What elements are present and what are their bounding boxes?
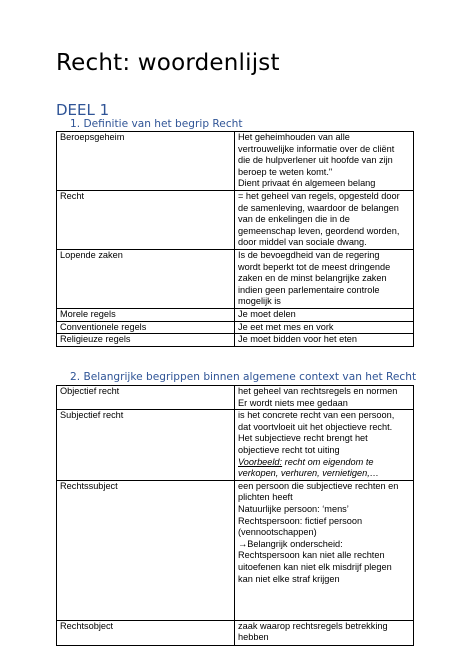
definition-line: plichten heeft xyxy=(238,492,293,503)
example-line: verkopen, verhuren, vernietigen,… xyxy=(238,468,379,479)
definition-cell xyxy=(235,480,414,620)
definition-line: objectieve recht tot uiting xyxy=(238,444,340,455)
definition-line: een persoon die subjectieve rechten en xyxy=(238,480,399,491)
page-title: Recht: woordenlijst xyxy=(56,50,280,76)
table-row-rechtsobject xyxy=(57,620,414,645)
definition-cell xyxy=(235,321,414,334)
term-cell: Conventionele regels xyxy=(57,321,235,334)
table-row xyxy=(57,249,414,308)
table-row-subjectief xyxy=(57,410,414,481)
table-row xyxy=(57,132,414,191)
definition-line: wordt beperkt tot de meest dringende xyxy=(238,261,391,272)
definition-line: kan niet elke straf krijgen xyxy=(238,573,340,584)
table-row-rechtssubject xyxy=(57,480,414,620)
definition-line: (vennootschappen) xyxy=(238,527,317,538)
definition-line: vertrouwelijke informatie over de cliënt xyxy=(238,143,395,154)
table-row-objectief xyxy=(57,386,414,410)
definition-line: gemeenschap leven, geordend worden, xyxy=(238,225,400,236)
definition-line: Dient privaat én algemeen belang xyxy=(238,178,376,189)
term-cell: Rechtssubject xyxy=(57,480,235,620)
definition-line: dat voortvloeit uit het objectieve recht. xyxy=(238,421,393,432)
definition-line: uitoefenen kan niet elk misdrijf plegen xyxy=(238,561,392,572)
definition-line: door middel van sociale dwang. xyxy=(238,237,367,248)
definition-line: het geheel van rechtsregels en normen xyxy=(238,386,398,396)
section-heading-deel: DEEL 1 xyxy=(56,101,110,119)
definition-line: Natuurlijke persoon: ‘mens’ xyxy=(238,503,349,514)
definition-line: Er wordt niets mee gedaan xyxy=(238,397,348,408)
definition-cell xyxy=(235,249,414,308)
definition-line: Rechtspersoon kan niet alle rechten xyxy=(238,550,385,561)
example-text: recht om eigendom te xyxy=(282,456,374,467)
definition-line: Je moet bidden voor het eten xyxy=(238,334,358,345)
definition-cell xyxy=(235,386,414,410)
definition-line: = het geheel van regels, opgesteld door xyxy=(238,190,400,201)
definition-cell xyxy=(235,620,414,645)
definition-cell xyxy=(235,190,414,249)
term-cell: Beroepsgeheim xyxy=(57,132,235,191)
term-cell: Lopende zaken xyxy=(57,249,235,308)
term-cell: Religieuze regels xyxy=(57,334,235,347)
definition-line: Je moet delen xyxy=(238,308,296,319)
definition-line: Het subjectieve recht brengt het xyxy=(238,433,368,444)
definition-line: is het concrete recht van een persoon, xyxy=(238,410,395,421)
definition-line: hebben xyxy=(238,632,269,643)
definition-cell xyxy=(235,334,414,347)
example-line xyxy=(238,457,410,469)
table-row xyxy=(57,308,414,321)
definition-cell xyxy=(235,132,414,191)
definition-line: zaken en de minst belangrijke zaken xyxy=(238,273,387,284)
subheading-begrippen: 2. Belangrijke begrippen binnen algemene context van het Recht xyxy=(70,371,417,383)
term-cell: Morele regels xyxy=(57,308,235,321)
term-cell: Rechtsobject xyxy=(57,620,235,645)
definition-line: mogelijk is xyxy=(238,296,281,307)
definitions-table xyxy=(56,131,414,347)
term-cell: Objectief recht xyxy=(57,386,235,410)
definition-line: die de hulpverlener uit hoofde van zijn xyxy=(238,155,393,166)
definition-line: de samenleving, waardoor de belangen xyxy=(238,202,399,213)
concepts-table xyxy=(56,385,414,646)
table-row xyxy=(57,190,414,249)
definition-line: zaak waarop rechtsregels betrekking xyxy=(238,620,388,631)
table-row xyxy=(57,334,414,347)
definition-line: beroep te weten komt." xyxy=(238,166,333,177)
table-row xyxy=(57,321,414,334)
definition-line: van de enkelingen die in de xyxy=(238,214,350,225)
term-cell: Recht xyxy=(57,190,235,249)
definition-cell xyxy=(235,308,414,321)
subheading-definitie: 1. Definitie van het begrip Recht xyxy=(70,118,243,130)
definition-cell xyxy=(235,410,414,481)
definition-line: Het geheimhouden van alle xyxy=(238,132,350,142)
definition-line: Is de bevoegdheid van de regering xyxy=(238,249,380,260)
definition-line: indien geen parlementaire controle xyxy=(238,284,380,295)
term-cell: Subjectief recht xyxy=(57,410,235,481)
definition-line: →Belangrijk onderscheid: xyxy=(238,538,343,549)
definition-line: Rechtspersoon: fictief persoon xyxy=(238,515,363,526)
example-label: Voorbeeld: xyxy=(238,456,283,467)
definition-line: Je eet met mes en vork xyxy=(238,321,334,332)
